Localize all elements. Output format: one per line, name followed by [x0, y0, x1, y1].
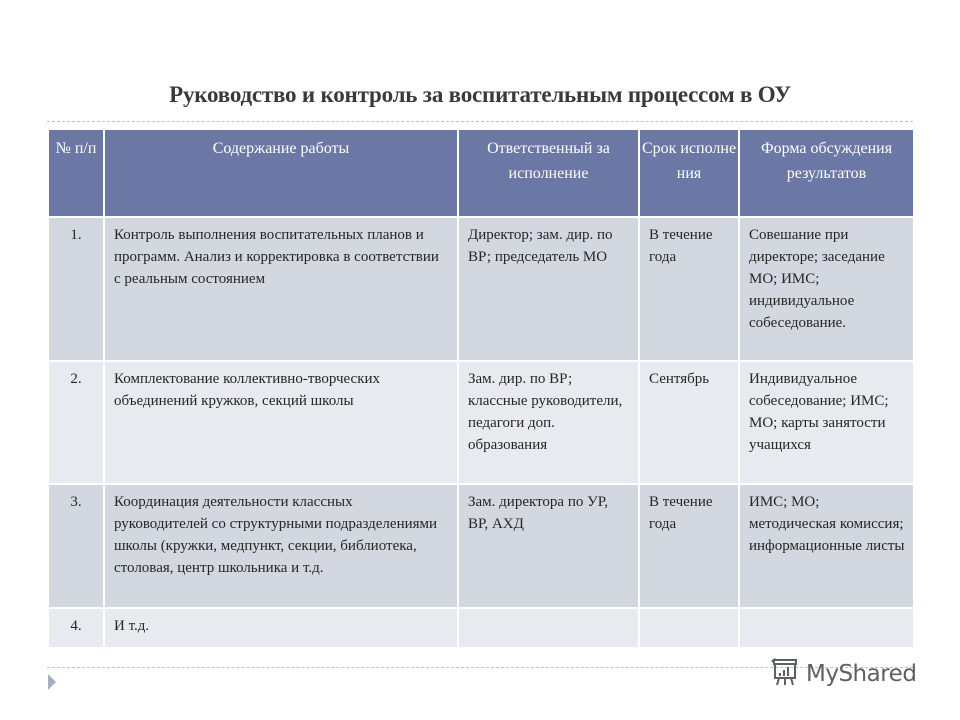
cell-content: Комплектование коллективно-творческих объединений кружков, секций школы [104, 361, 458, 484]
cell-number: 4. [48, 608, 104, 648]
header-number: № п/п [48, 129, 104, 217]
table-row [48, 361, 914, 484]
work-plan-table [47, 128, 915, 649]
cell-responsible [458, 608, 639, 648]
watermark-logo [768, 654, 916, 693]
cell-deadline: В течение года [639, 484, 739, 608]
cell-deadline: Сентябрь [639, 361, 739, 484]
header-responsible: Ответственный за исполнение [458, 129, 639, 217]
header-discussion-form: Форма обсуждения результатов [739, 129, 914, 217]
cell-content: Контроль выполнения воспитательных планов и программ. Анализ и корректировка в соответствии с реальным состоянием [104, 217, 458, 361]
cell-content: Координация деятельности классных руководителей со структурными подразделениями школы (кружки, медпункт, секции, библиотека, столовая, центр школьника и т.д. [104, 484, 458, 608]
presentation-board-icon [768, 654, 802, 693]
cell-number: 2. [48, 361, 104, 484]
cell-responsible: Зам. директора по УР, ВР, АХД [458, 484, 639, 608]
cell-deadline: В течение года [639, 217, 739, 361]
table-row [48, 608, 914, 648]
slide-title: Руководство и контроль за воспитательным процессом в ОУ [169, 82, 791, 107]
table-row [48, 484, 914, 608]
title-divider [47, 121, 913, 122]
cell-responsible: Зам. дир. по ВР; классные руководители, педагоги доп. образования [458, 361, 639, 484]
cell-discussion-form: Индивидуальное собеседование; ИМС; МО; карты занятости учащихся [739, 361, 914, 484]
cell-discussion-form: Совешание при директоре; заседание МО; ИМС; индивидуальное собеседование. [739, 217, 914, 361]
header-content: Содержание работы [104, 129, 458, 217]
cell-deadline [639, 608, 739, 648]
watermark-text: MyShared [806, 660, 917, 687]
cell-number: 1. [48, 217, 104, 361]
table-row [48, 217, 914, 361]
triangle-right-icon[interactable] [48, 674, 56, 690]
header-deadline: Срок исполне ния [639, 129, 739, 217]
cell-content: И т.д. [104, 608, 458, 648]
cell-discussion-form [739, 608, 914, 648]
cell-number: 3. [48, 484, 104, 608]
cell-discussion-form: ИМС; МО; методическая комиссия; информационные листы [739, 484, 914, 608]
cell-responsible: Директор; зам. дир. по ВР; председатель МО [458, 217, 639, 361]
table-header-row [48, 129, 914, 217]
